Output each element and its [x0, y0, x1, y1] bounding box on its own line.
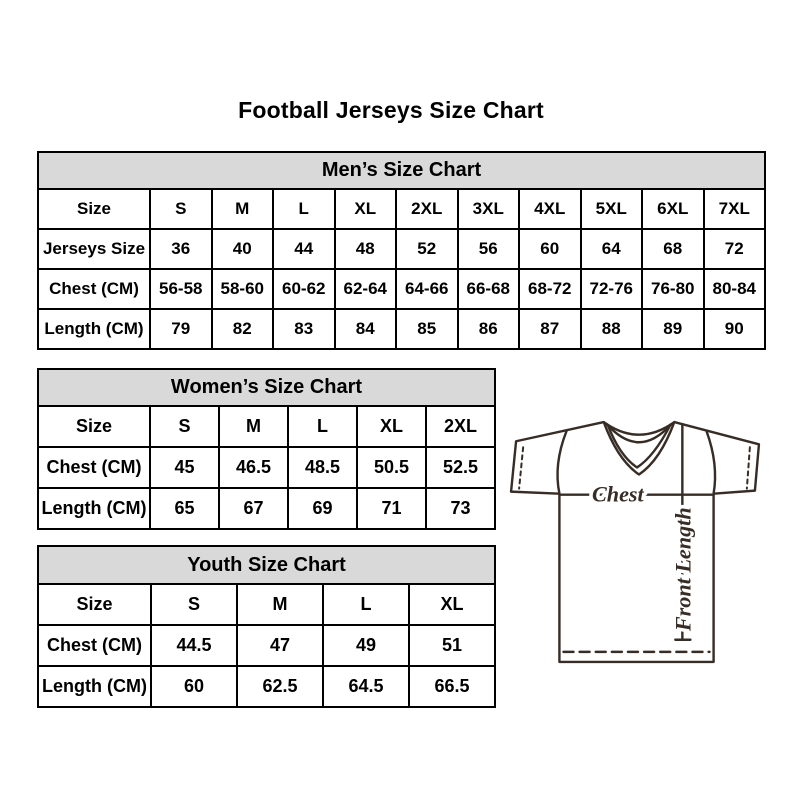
size-value-cell: 45 [150, 447, 219, 488]
size-value-cell: S [151, 584, 237, 625]
size-value-cell: 64-66 [396, 269, 458, 309]
size-value-cell: 67 [219, 488, 288, 529]
table-title: Women’s Size Chart [38, 369, 495, 406]
size-value-cell: 60 [151, 666, 237, 707]
size-value-cell: 56 [458, 229, 520, 269]
size-value-cell: 76-80 [642, 269, 704, 309]
table-row [38, 229, 765, 269]
table-row [38, 666, 495, 707]
row-label: Length (CM) [38, 488, 150, 529]
jersey-measurement-diagram [505, 414, 767, 666]
table-row [38, 309, 765, 349]
size-value-cell: 60-62 [273, 269, 335, 309]
size-value-cell: 72 [704, 229, 766, 269]
front-length-label: Front Length [670, 507, 696, 632]
size-value-cell: 68 [642, 229, 704, 269]
row-label: Size [38, 189, 150, 229]
size-value-cell: 40 [212, 229, 274, 269]
row-label: Length (CM) [38, 309, 150, 349]
row-label: Jerseys Size [38, 229, 150, 269]
size-value-cell: 83 [273, 309, 335, 349]
size-value-cell: 66-68 [458, 269, 520, 309]
size-value-cell: 86 [458, 309, 520, 349]
size-value-cell: 36 [150, 229, 212, 269]
table-title: Youth Size Chart [38, 546, 495, 584]
size-value-cell: M [219, 406, 288, 447]
row-label: Size [38, 584, 151, 625]
jersey-outline [511, 422, 759, 662]
size-value-cell: 71 [357, 488, 426, 529]
size-value-cell: M [212, 189, 274, 229]
size-value-cell: 66.5 [409, 666, 495, 707]
size-value-cell: 48 [335, 229, 397, 269]
size-value-cell: S [150, 189, 212, 229]
size-value-cell: 69 [288, 488, 357, 529]
chest-label: Chest [592, 481, 644, 507]
size-value-cell: 51 [409, 625, 495, 666]
size-value-cell: 60 [519, 229, 581, 269]
row-label: Chest (CM) [38, 269, 150, 309]
size-value-cell: 48.5 [288, 447, 357, 488]
mens-size-table [37, 151, 766, 350]
table-row [38, 584, 495, 625]
jersey-diagram-svg [505, 414, 767, 666]
table-row [38, 488, 495, 529]
size-value-cell: S [150, 406, 219, 447]
size-value-cell: 64.5 [323, 666, 409, 707]
size-value-cell: 6XL [642, 189, 704, 229]
size-value-cell: 50.5 [357, 447, 426, 488]
size-value-cell: 84 [335, 309, 397, 349]
row-label: Chest (CM) [38, 447, 150, 488]
size-value-cell: 68-72 [519, 269, 581, 309]
table-row [38, 447, 495, 488]
size-value-cell: L [288, 406, 357, 447]
size-value-cell: L [273, 189, 335, 229]
size-value-cell: 90 [704, 309, 766, 349]
table-row [38, 406, 495, 447]
table-title-row [38, 152, 765, 189]
row-label: Size [38, 406, 150, 447]
size-value-cell: 46.5 [219, 447, 288, 488]
size-value-cell: 44.5 [151, 625, 237, 666]
youth-size-table [37, 545, 496, 708]
table-title-row [38, 546, 495, 584]
size-value-cell: 79 [150, 309, 212, 349]
size-value-cell: 89 [642, 309, 704, 349]
size-value-cell: XL [357, 406, 426, 447]
size-value-cell: 64 [581, 229, 643, 269]
page-title: Football Jerseys Size Chart [238, 97, 544, 123]
size-value-cell: 85 [396, 309, 458, 349]
size-value-cell: 62.5 [237, 666, 323, 707]
size-value-cell: 65 [150, 488, 219, 529]
size-value-cell: 73 [426, 488, 495, 529]
womens-size-table [37, 368, 496, 530]
size-value-cell: 88 [581, 309, 643, 349]
table-row [38, 269, 765, 309]
size-value-cell: 58-60 [212, 269, 274, 309]
size-value-cell: 87 [519, 309, 581, 349]
size-value-cell: 2XL [396, 189, 458, 229]
size-value-cell: 52.5 [426, 447, 495, 488]
size-value-cell: XL [335, 189, 397, 229]
table-row [38, 189, 765, 229]
size-value-cell: 47 [237, 625, 323, 666]
size-value-cell: L [323, 584, 409, 625]
size-value-cell: 80-84 [704, 269, 766, 309]
table-row [38, 625, 495, 666]
size-value-cell: 2XL [426, 406, 495, 447]
table-title-row [38, 369, 495, 406]
size-value-cell: 62-64 [335, 269, 397, 309]
size-value-cell: 56-58 [150, 269, 212, 309]
size-value-cell: 4XL [519, 189, 581, 229]
row-label: Length (CM) [38, 666, 151, 707]
size-value-cell: 5XL [581, 189, 643, 229]
size-value-cell: 7XL [704, 189, 766, 229]
size-value-cell: XL [409, 584, 495, 625]
size-value-cell: 3XL [458, 189, 520, 229]
size-value-cell: 52 [396, 229, 458, 269]
size-value-cell: 49 [323, 625, 409, 666]
table-title: Men’s Size Chart [38, 152, 765, 189]
size-value-cell: 44 [273, 229, 335, 269]
size-value-cell: 72-76 [581, 269, 643, 309]
size-value-cell: 82 [212, 309, 274, 349]
row-label: Chest (CM) [38, 625, 151, 666]
size-value-cell: M [237, 584, 323, 625]
